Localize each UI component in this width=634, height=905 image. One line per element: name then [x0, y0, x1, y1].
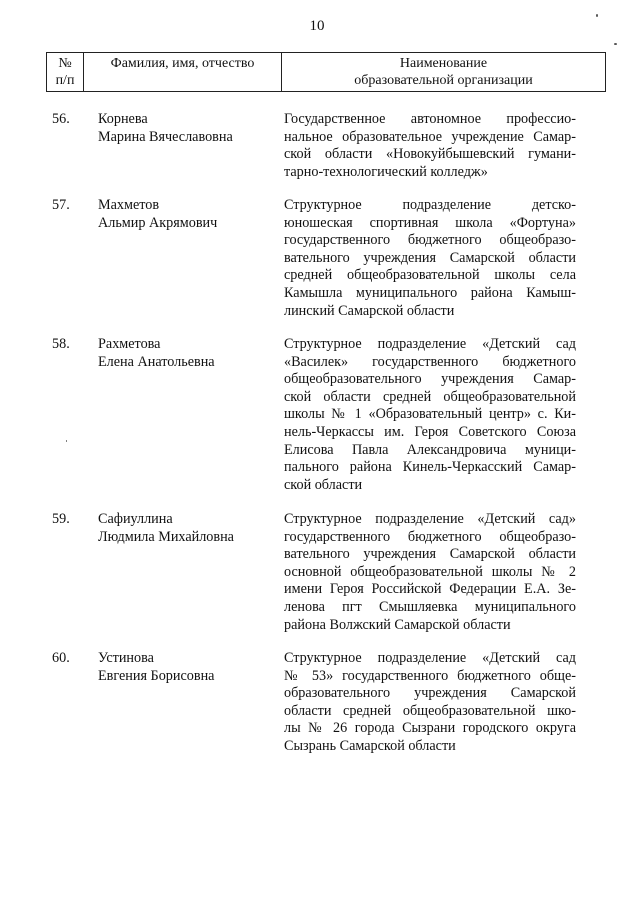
- surname: Рахметова: [98, 336, 161, 352]
- org-line: ской области: [284, 476, 363, 493]
- org-line: вательного учреждения Самарской области: [284, 546, 576, 563]
- org-line: Государственное автономное профессио-: [284, 111, 576, 127]
- surname: Махметов: [98, 197, 160, 213]
- entry-number: 60.: [52, 650, 70, 666]
- entry-organization: [284, 336, 576, 494]
- entry-organization: [284, 197, 576, 320]
- entry-number: 58.: [52, 336, 70, 352]
- entry-person-name: [98, 197, 273, 232]
- org-line: области средней общеобразовательной шко-: [284, 702, 576, 719]
- scan-speck: [614, 43, 617, 45]
- header-col-name: [84, 53, 282, 91]
- org-line: общеобразовательного учреждения Самар-: [284, 371, 576, 388]
- entry-organization: [284, 111, 576, 181]
- org-line: «Василек» государственного бюджетного: [284, 353, 576, 370]
- header-name-label: Фамилия, имя, отчество: [110, 56, 255, 71]
- given-names: Марина Вячеславовна: [98, 128, 233, 145]
- header-org-line2: образовательной организации: [354, 73, 533, 88]
- org-line: юношеская спортивная школа «Фортуна»: [284, 214, 576, 231]
- entry-number: 56.: [52, 111, 70, 127]
- org-line: тарно-технологический колледж»: [284, 163, 488, 180]
- org-line: пального района Кинель-Черкасский Самар-: [284, 459, 576, 476]
- org-line: Камышла муниципального района Камыш-: [284, 284, 576, 301]
- given-names: Евгения Борисовна: [98, 667, 215, 684]
- entry-organization: [284, 650, 576, 756]
- given-names: Людмила Михайловна: [98, 528, 234, 545]
- org-line: средней общеобразовательной школы села: [284, 267, 576, 284]
- org-line: нальное образовательное учреждение Самар-: [284, 128, 576, 145]
- given-names: Альмир Акрямович: [98, 214, 218, 231]
- header-number-sign: №: [58, 56, 72, 71]
- scan-speck: [66, 440, 67, 442]
- given-names: Елена Анатольевна: [98, 353, 215, 370]
- header-col-organization: [282, 53, 606, 91]
- org-line: ской области средней общеобразовательной: [284, 388, 576, 405]
- org-line: Елисова Павла Александровича муници-: [284, 441, 576, 458]
- org-line: лы № 26 города Сызрани городского округа: [284, 720, 576, 737]
- surname: Корнева: [98, 111, 148, 127]
- header-org-line1: Наименование: [399, 56, 488, 71]
- org-line: вательного учреждения Самарской области: [284, 249, 576, 266]
- org-line: государственного бюджетного общеобразо-: [284, 232, 576, 249]
- org-line: Структурное подразделение детско-: [284, 197, 576, 213]
- org-line: Структурное подразделение «Детский сад»: [284, 511, 576, 527]
- org-line: Структурное подразделение «Детский сад: [284, 336, 576, 352]
- header-number-abbrev: п/п: [55, 73, 75, 88]
- entry-number: 57.: [52, 197, 70, 213]
- header-col-number: [46, 53, 84, 91]
- surname: Устинова: [98, 650, 154, 666]
- org-line: № 53» государственного бюджетного обще-: [284, 667, 576, 684]
- org-line: школы № 1 «Образовательный центр» с. Ки-: [284, 406, 576, 423]
- scan-speck: [596, 14, 598, 17]
- entry-person-name: [98, 336, 273, 371]
- table-header: [46, 52, 606, 92]
- entry-person-name: [98, 111, 273, 146]
- page-number: 10: [309, 18, 325, 34]
- entry-organization: [284, 511, 576, 634]
- org-line: Сызрань Самарской области: [284, 737, 456, 754]
- org-line: ской области «Новокуйбышевский гумани-: [284, 146, 576, 163]
- org-line: линский Самарской области: [284, 302, 455, 319]
- org-line: государственного бюджетного общеобразо-: [284, 528, 576, 545]
- entry-number: 59.: [52, 511, 70, 527]
- org-line: образовательного учреждения Самарской: [284, 685, 576, 702]
- entry-person-name: [98, 511, 273, 546]
- org-line: Структурное подразделение «Детский сад: [284, 650, 576, 666]
- entry-person-name: [98, 650, 273, 685]
- org-line: основной общеобразовательной школы № 2: [284, 563, 576, 580]
- org-line: ленова пгт Смышляевка муниципального: [284, 598, 576, 615]
- org-line: района Волжский Самарской области: [284, 616, 511, 633]
- org-line: имени Героя Российской Федерации Е.А. Зе-: [284, 581, 576, 598]
- surname: Сафиуллина: [98, 511, 173, 527]
- org-line: нель-Черкассы им. Героя Советского Союза: [284, 423, 576, 440]
